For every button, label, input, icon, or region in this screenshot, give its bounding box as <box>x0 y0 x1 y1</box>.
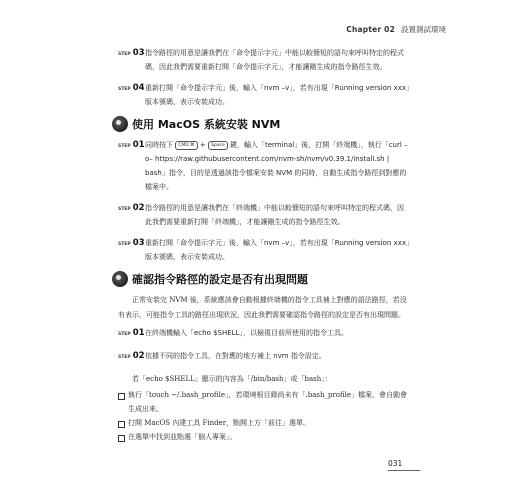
step-text: 指令路徑的用意是讓我們在「終端機」中能以較簡短的語句來呼叫特定的程式碼，因此我們需要重新打開「終端機」，才能讓剛生成的指令路徑生效。 <box>145 204 404 226</box>
step-item <box>118 201 410 229</box>
section-heading-path-check <box>112 271 410 287</box>
step-item <box>118 81 410 109</box>
step-text: 依據不同的指令工具，在對應的地方補上 nvm 指令設定。 <box>145 352 326 360</box>
running-header <box>346 24 446 35</box>
step-number-value: 03 <box>132 48 145 58</box>
cmd-key <box>175 141 197 150</box>
step-label: STEP <box>118 207 131 212</box>
step-number-value: 02 <box>132 203 145 213</box>
bulb-icon <box>112 271 128 287</box>
step-number <box>118 46 145 62</box>
bulb-icon <box>112 116 128 132</box>
step-label: STEP <box>118 52 131 57</box>
step-number-value: 01 <box>132 140 145 150</box>
section-title: 使用 MacOS 系統安裝 NVM <box>132 118 281 131</box>
condition-line: 若「echo $SHELL」顯示的內容為「/bin/bash」或「bash」： <box>132 375 332 383</box>
step-label: STEP <box>118 242 131 247</box>
step-number <box>118 138 145 154</box>
checklist-item <box>118 430 410 444</box>
section-title: 確認指令路徑的設定是否有出現問題 <box>132 273 308 286</box>
checklist-item <box>118 416 410 430</box>
step-number-value: 02 <box>132 351 145 361</box>
chapter-label: Chapter 02 <box>346 25 395 34</box>
step-text: 重新打開「命令提示字元」後，輸入「nvm –v」，若有出現「Running version xxx」版本號碼，表示安裝成功。 <box>145 84 410 106</box>
step-number-value: 01 <box>132 328 145 338</box>
step-label: STEP <box>118 144 131 149</box>
checklist-text: 打開 MacOS 內建工具 Finder，點開上方「前往」選單。 <box>128 419 311 427</box>
key-label: CMD <box>178 142 189 148</box>
intro-paragraph: 正常安裝完 NVM 後，系統應該會自動根據終端機的指令工具補上對應的語法路徑，若沒有表示，可能指令工具的路徑出現狀況，因此我們需要確認指令路徑的設定是否有出現問題。 <box>118 296 407 319</box>
step-number-value: 04 <box>132 83 145 93</box>
plus-sign: + <box>199 141 206 149</box>
step-text-pre: 同時按下 <box>145 141 173 149</box>
step-text: 指令路徑的用意是讓我們在「命令提示字元」中能以較簡短的語句來呼叫特定的程式碼，因此我們需要重新打開「命令提示字元」，才能讓剛生成的指令路徑生效。 <box>145 49 404 71</box>
command-icon: ⌘ <box>190 142 195 148</box>
checkbox-icon <box>118 435 125 442</box>
step-item <box>118 46 410 74</box>
step-item <box>118 326 410 342</box>
step-number <box>118 236 145 252</box>
checklist-text: 執行「touch ~/.bash_profile」，若環境根目錄尚未有「.bash_profile」檔案，會自動會生成出來。 <box>128 391 408 413</box>
step-number-value: 03 <box>132 238 145 248</box>
step-text <box>145 138 410 194</box>
page-content <box>118 46 410 444</box>
chapter-title: 設置測試環境 <box>401 25 446 34</box>
space-key: Space <box>208 141 228 150</box>
step-item <box>118 138 410 194</box>
section-heading-macos <box>112 116 410 132</box>
step-number <box>118 349 145 365</box>
step-item <box>118 236 410 264</box>
step-number <box>118 326 145 342</box>
checklist-text: 在選單中找到並點選「個人專案」。 <box>128 433 237 441</box>
step-label: STEP <box>118 332 131 337</box>
footer-rule <box>388 470 420 471</box>
page-footer <box>388 459 420 471</box>
step-text-post: 鍵，輸入「terminal」後，打開「終端機」，執行「curl –o– https://raw.githubusercontent.com/nvm-sh/nvm/v0.39.1/install.sh | bash」指令，目的是透過該指令檔案安裝 NVM 的同時，自動生成指令路徑到對應的檔案中。 <box>145 141 408 191</box>
checklist-item <box>118 388 410 416</box>
step-number <box>118 81 145 97</box>
checkbox-icon <box>118 421 125 428</box>
step-text: 在終端機輸入「echo $SHELL」，以檢視目前所使用的指令工具。 <box>145 329 348 337</box>
page-number: 031 <box>388 459 403 468</box>
step-item <box>118 349 410 365</box>
step-label: STEP <box>118 87 131 92</box>
step-text: 重新打開「命令提示字元」後，輸入「nvm –v」，若有出現「Running version xxx」版本號碼，表示安裝成功。 <box>145 239 410 261</box>
step-label: STEP <box>118 355 131 360</box>
step-number <box>118 201 145 217</box>
checkbox-icon <box>118 393 125 400</box>
